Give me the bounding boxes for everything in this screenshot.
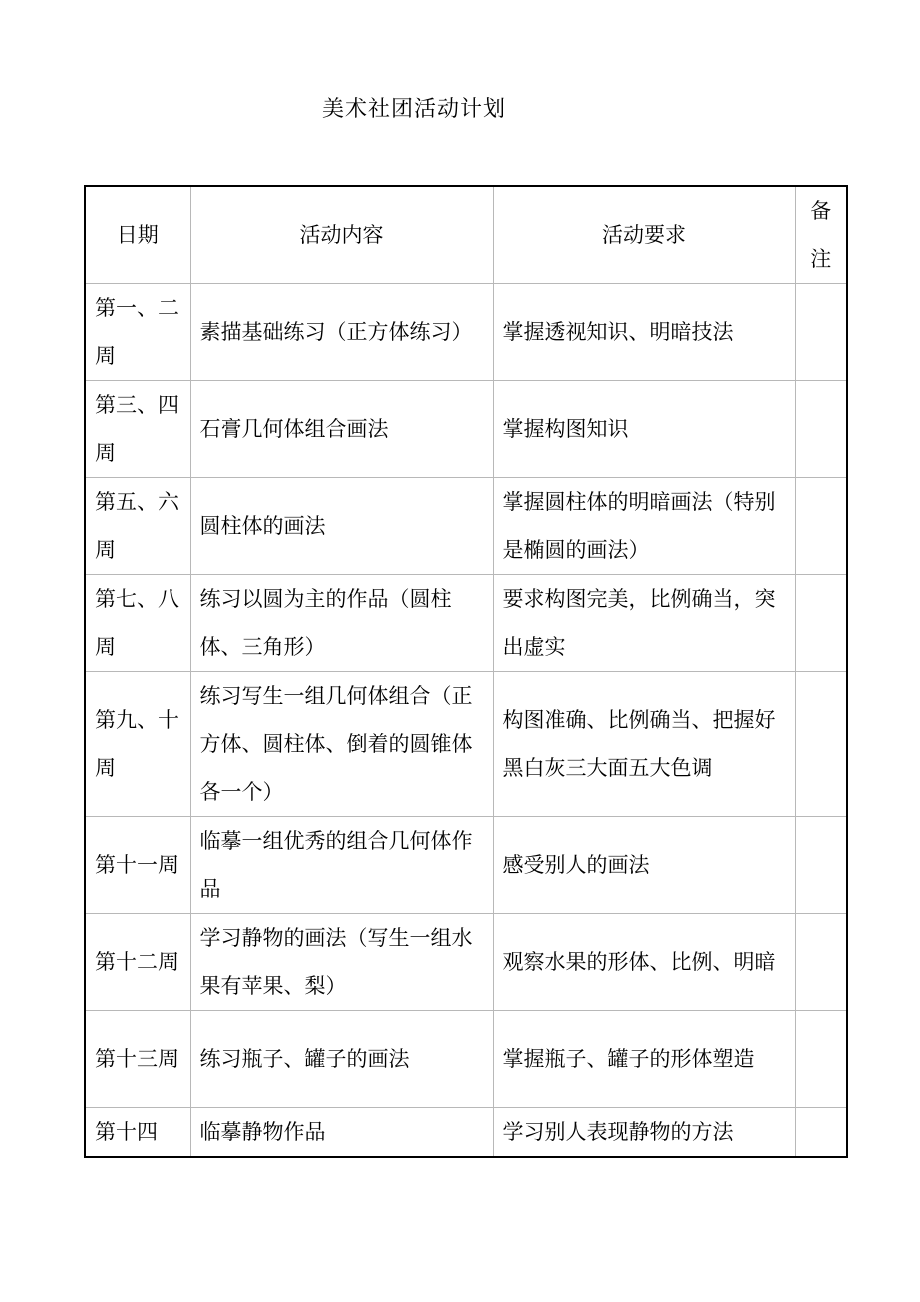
row-requirement: 观察水果的形体、比例、明暗	[493, 914, 795, 1011]
row-requirement: 要求构图完美，比例确当，突出虚实	[493, 575, 795, 672]
row-requirement: 学习别人表现静物的方法	[493, 1108, 795, 1158]
row-requirement: 感受别人的画法	[493, 817, 795, 914]
row-requirement: 掌握圆柱体的明暗画法（特别是椭圆的画法）	[493, 478, 795, 575]
row-content: 临摹一组优秀的组合几何体作品	[190, 817, 493, 914]
row-content: 练习瓶子、罐子的画法	[190, 1011, 493, 1108]
table-row	[85, 381, 847, 478]
row-note	[795, 817, 847, 914]
header-content: 活动内容	[190, 186, 493, 284]
table-header-row	[85, 186, 847, 284]
row-date: 第九、十周	[85, 672, 190, 817]
row-content: 练习写生一组几何体组合（正方体、圆柱体、倒着的圆锥体各一个）	[190, 672, 493, 817]
table-row	[85, 575, 847, 672]
row-note	[795, 672, 847, 817]
activity-plan-table	[84, 185, 848, 1158]
row-content: 素描基础练习（正方体练习）	[190, 284, 493, 381]
table-row	[85, 478, 847, 575]
row-date: 第十二周	[85, 914, 190, 1011]
page-title: 美术社团活动计划	[321, 97, 506, 122]
row-note	[795, 1011, 847, 1108]
row-date: 第七、八周	[85, 575, 190, 672]
row-content: 圆柱体的画法	[190, 478, 493, 575]
row-content: 练习以圆为主的作品（圆柱体、三角形）	[190, 575, 493, 672]
row-date: 第十三周	[85, 1011, 190, 1108]
row-note	[795, 914, 847, 1011]
row-date: 第五、六周	[85, 478, 190, 575]
table-row	[85, 914, 847, 1011]
table-row	[85, 1011, 847, 1108]
row-note	[795, 575, 847, 672]
table-row	[85, 284, 847, 381]
table-row	[85, 1108, 847, 1158]
row-requirement: 构图准确、比例确当、把握好黑白灰三大面五大色调	[493, 672, 795, 817]
row-note	[795, 478, 847, 575]
row-content: 临摹静物作品	[190, 1108, 493, 1158]
row-date: 第十一周	[85, 817, 190, 914]
table-row	[85, 672, 847, 817]
row-date: 第三、四周	[85, 381, 190, 478]
row-note	[795, 381, 847, 478]
row-content: 学习静物的画法（写生一组水果有苹果、梨）	[190, 914, 493, 1011]
header-requirement: 活动要求	[493, 186, 795, 284]
row-content: 石膏几何体组合画法	[190, 381, 493, 478]
row-note	[795, 1108, 847, 1158]
table-row	[85, 817, 847, 914]
header-date: 日期	[85, 186, 190, 284]
header-note: 备注	[795, 186, 847, 284]
row-date: 第一、二周	[85, 284, 190, 381]
row-date: 第十四	[85, 1108, 190, 1158]
row-requirement: 掌握透视知识、明暗技法	[493, 284, 795, 381]
row-requirement: 掌握瓶子、罐子的形体塑造	[493, 1011, 795, 1108]
row-note	[795, 284, 847, 381]
row-requirement: 掌握构图知识	[493, 381, 795, 478]
